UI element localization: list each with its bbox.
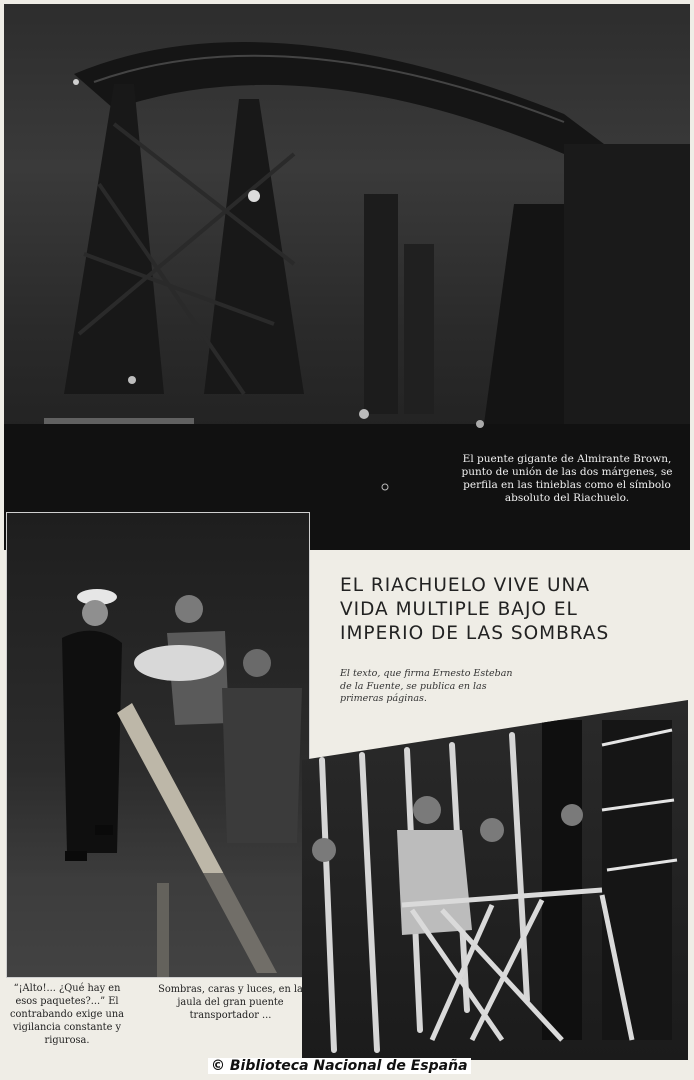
sailor-scene <box>7 513 309 977</box>
bridge-caption <box>450 453 684 505</box>
sailor-inspection-photo <box>6 512 310 978</box>
sailor-caption: “¡Alto!... ¿Qué hay en esos paquetes?...” El contrabando exige una vigilancia constante y rigurosa. <box>10 983 124 1046</box>
article-headline: EL RIACHUELO VIVE UNA VIDA MULTIPLE BAJO EL IMPERIO DE LAS SOMBRAS <box>340 575 610 644</box>
article-intro: El texto, que firma Ernesto Esteban de la Fuente, se publica en las primeras páginas. <box>340 668 513 704</box>
cage-caption: Sombras, caras y luces, en la jaula del gran puente transportador ... <box>158 984 303 1021</box>
bridge-night-photo <box>4 4 690 550</box>
cage-scene <box>302 700 688 1060</box>
library-credit: © Biblioteca Nacional de España <box>208 1058 471 1074</box>
bridge-caption-text: El puente gigante de Almirante Brown, punto de unión de las dos márgenes, se perfila en las tinieblas como el símbolo absoluto del Riachuelo. <box>461 453 673 504</box>
transporter-cage-photo <box>302 700 688 1060</box>
